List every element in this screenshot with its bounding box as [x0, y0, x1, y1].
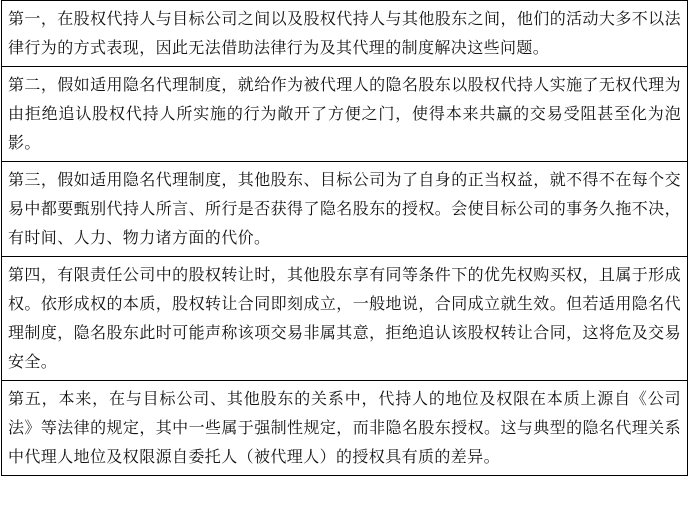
paragraph-text-5: 第五，本来，在与目标公司、其他股东的关系中，代持人的地位及权限在本质上源自《公司法》等法律的规定，其中一些属于强制性规定，而非隐名股东授权。这与典型的隐名代理关系中代理人地位及权限源自委托人（被代理人）的授权具有质的差异。 — [8, 389, 681, 466]
paragraph-cell-3 — [1, 162, 688, 257]
paragraph-cell-2 — [1, 67, 688, 162]
paragraph-cell-5 — [1, 381, 688, 476]
paragraph-text-2: 第二，假如适用隐名代理制度，就给作为被代理人的隐名股东以股权代持人实施了无权代理为由拒绝追认股权代持人所实施的行为敞开了方便之门，使得本来共赢的交易受阻甚至化为泡影。 — [8, 75, 681, 152]
paragraph-text-1: 第一，在股权代持人与目标公司之间以及股权代持人与其他股东之间，他们的活动大多不以法律行为的方式表现，因此无法借助法律行为及其代理的制度解决这些问题。 — [8, 9, 681, 57]
paragraph-cell-4 — [1, 257, 688, 381]
paragraph-text-4: 第四，有限责任公司中的股权转让时，其他股东享有同等条件下的优先权购买权，且属于形成权。依形成权的本质，股权转让合同即刻成立，一般地说，合同成立就生效。但若适用隐名代理制度，隐名股东此时可能声称该项交易非属其意，拒绝追认该股权转让合同，这将危及交易安全。 — [8, 265, 681, 371]
document-table — [1, 0, 688, 476]
paragraph-cell-1 — [1, 1, 688, 67]
paragraph-text-3: 第三，假如适用隐名代理制度，其他股东、目标公司为了自身的正当权益，就不得不在每个交易中都要甄别代持人所言、所行是否获得了隐名股东的授权。会使目标公司的事务久拖不决，有时间、人力、物力诸方面的代价。 — [8, 170, 681, 247]
